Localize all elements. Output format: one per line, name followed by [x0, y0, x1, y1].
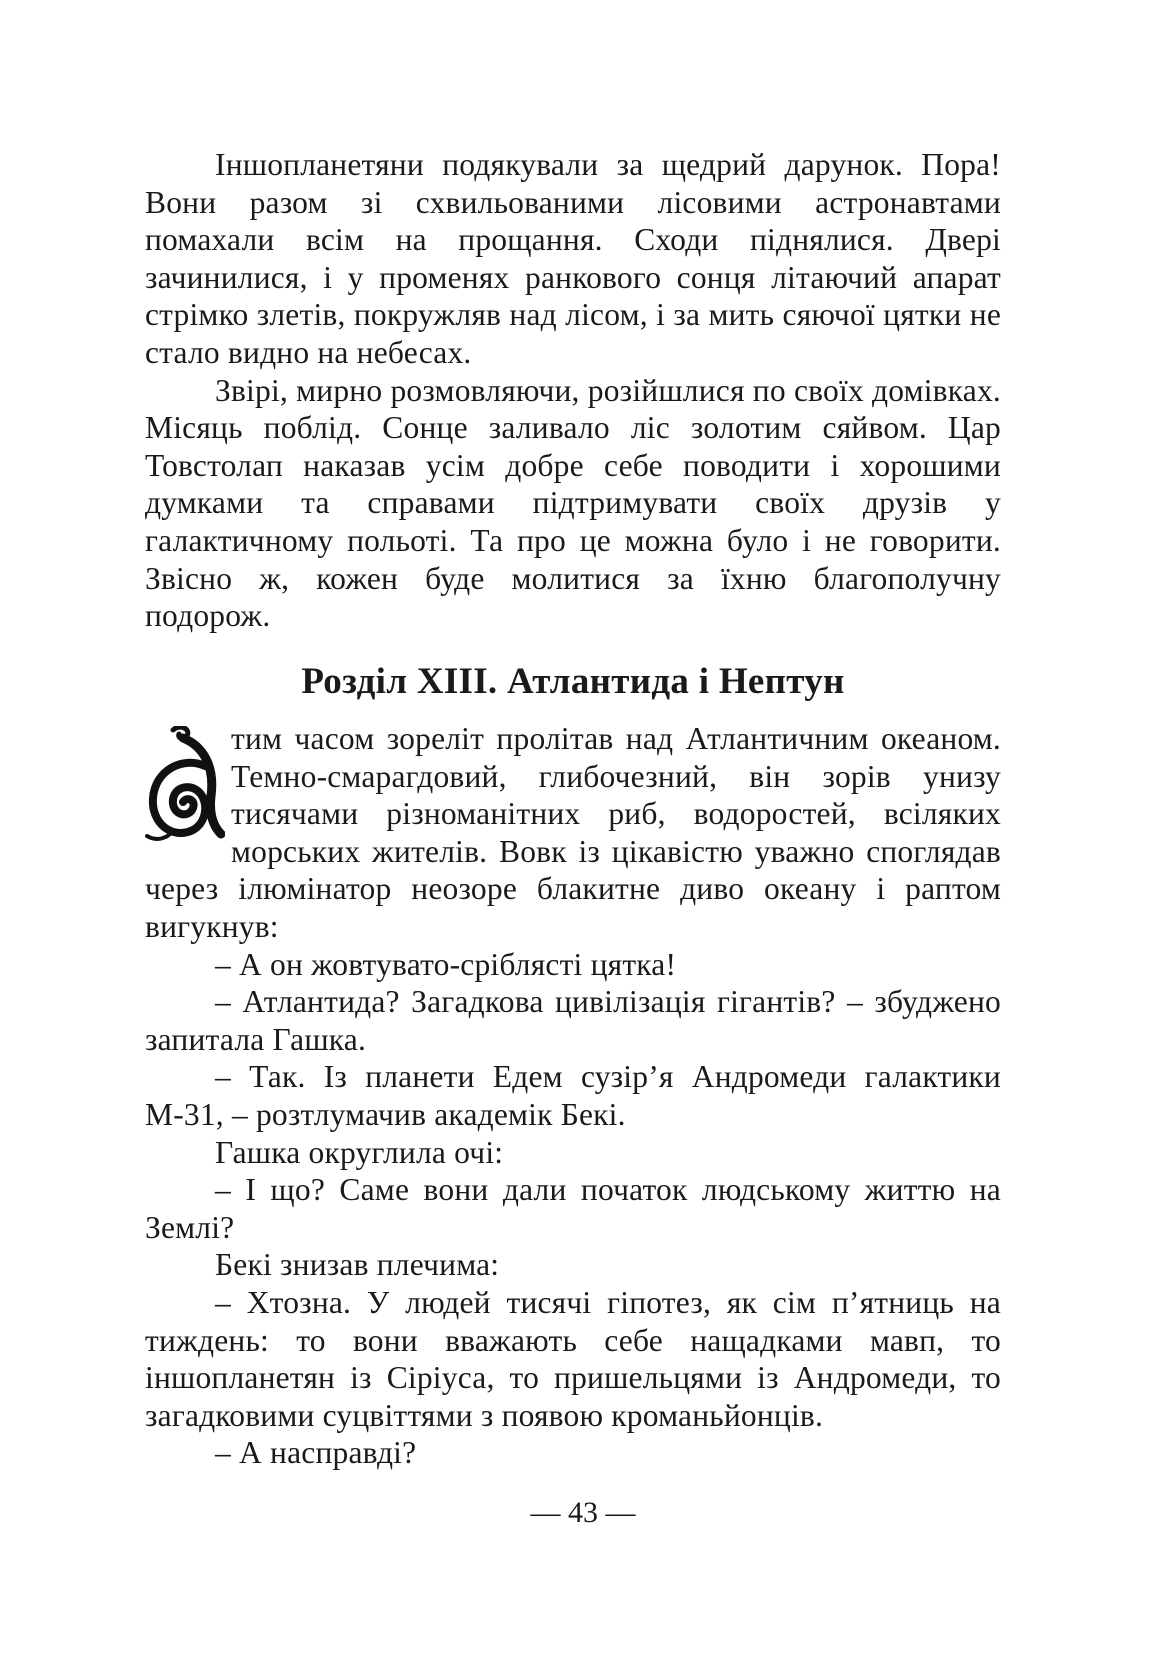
dialogue-line: – Хтозна. У людей тисячі гіпотез, як сім п’ятниць на тиждень: то вони вважають себе нащадками мавп, то іншопланетян із Сіріуса, то пришельцями із Андромеди, то загадковими суцвіттями з появою кроманьйонців.	[145, 1284, 1001, 1433]
paragraph: Звірі, мирно розмовляючи, розійшлися по своїх домівках. Місяць поблід. Сонце заливало ліс золотим сяйвом. Цар Товстолап наказав усім добре себе поводити і хорошими думками та справами підтримувати своїх друзів у галактичному польоті. Та про це можна було і не говорити. Звісно ж, кожен буде молитися за їхню благополучну подорож.	[145, 372, 1001, 634]
dialogue-line: – Атлантида? Загадкова цивілізація гігантів? – збуджено запитала Гашка.	[145, 984, 1001, 1057]
dialogue-line: – І що? Саме вони дали початок людському життю на Землі?	[145, 1172, 1001, 1245]
top-text	[145, 146, 1001, 635]
dialogue-line: – Так. Із планети Едем сузір’я Андромеди галактики М-31, – розтлумачив академік Бекі.	[145, 1059, 1001, 1132]
paragraph-first: тим часом зореліт пролітав над Атлантичним океаном. Темно-смарагдовий, глибочезний, він зорів унизу тисячами різноманітних риб, водоростей, всіляких морських жителів. Вовк із цікавістю уважно споглядав через ілюмінатор неозоре блакитне диво океану і раптом вигукнув:	[145, 721, 1001, 944]
paragraph: Бекі знизав плечима:	[215, 1247, 500, 1283]
dialogue-line: – А насправді?	[215, 1435, 417, 1471]
paragraph: Гашка округлила очі:	[215, 1134, 504, 1170]
page-number: — 43 —	[530, 1496, 636, 1529]
dropcap-a-ornament	[143, 726, 225, 842]
dialogue-line: – А он жовтувато-сріблясті цятка!	[215, 946, 677, 982]
chapter-text	[145, 720, 1001, 1472]
chapter-title: Розділ XIII. Атлантида і Нептун	[301, 661, 845, 702]
paragraph: Іншопланетяни подякували за щедрий дарунок. Пора! Вони разом зі схвильованими лісовими астронавтами помахали всім на прощання. Сходи піднялися. Двері зачинилися, і у променях ранкового сонця літаючий апарат стрімко злетів, покружляв над лісом, і за мить сяючої цятки не стало видно на небесах.	[145, 147, 1001, 370]
